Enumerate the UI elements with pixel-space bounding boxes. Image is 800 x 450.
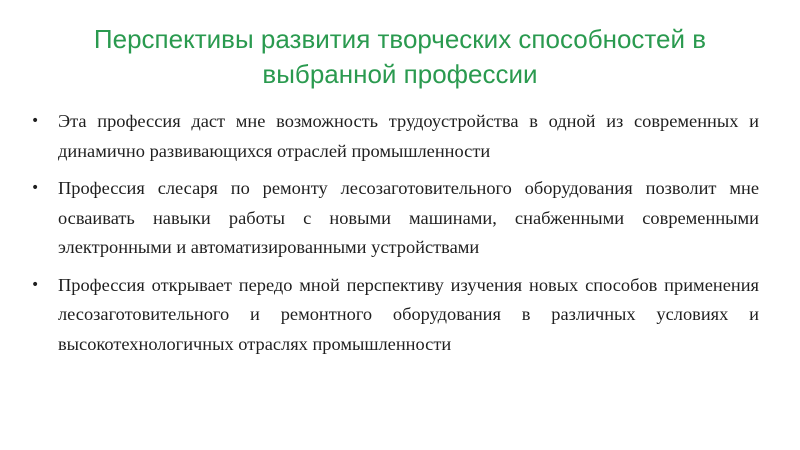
- bullet-text: Эта профессия даст мне возможность трудоустройства в одной из современных и динамично развивающихся отраслей промышленности: [58, 111, 759, 161]
- bullet-dot-icon: •: [31, 113, 40, 129]
- bullet-list: [30, 107, 759, 367]
- bullet-text: Профессия слесаря по ремонту лесозаготовительного оборудования позволит мне осваивать навыки работы с новыми машинами, снабженными современными электронными и автоматизированными устройствами: [58, 178, 759, 257]
- bullet-text: Профессия открывает передо мной перспективу изучения новых способов применения лесозаготовительного и ремонтного оборудования в различных условиях и высокотехнологичных отраслях промышленности: [58, 274, 759, 354]
- bullet-dot-icon: •: [31, 276, 40, 293]
- slide-title: Перспективы развития творческих способностей в выбранной профессии: [93, 24, 707, 89]
- bullet-dot-icon: •: [31, 180, 40, 196]
- bullet-item: [30, 174, 759, 263]
- bullet-item: [30, 107, 759, 166]
- bullet-item: [30, 271, 759, 360]
